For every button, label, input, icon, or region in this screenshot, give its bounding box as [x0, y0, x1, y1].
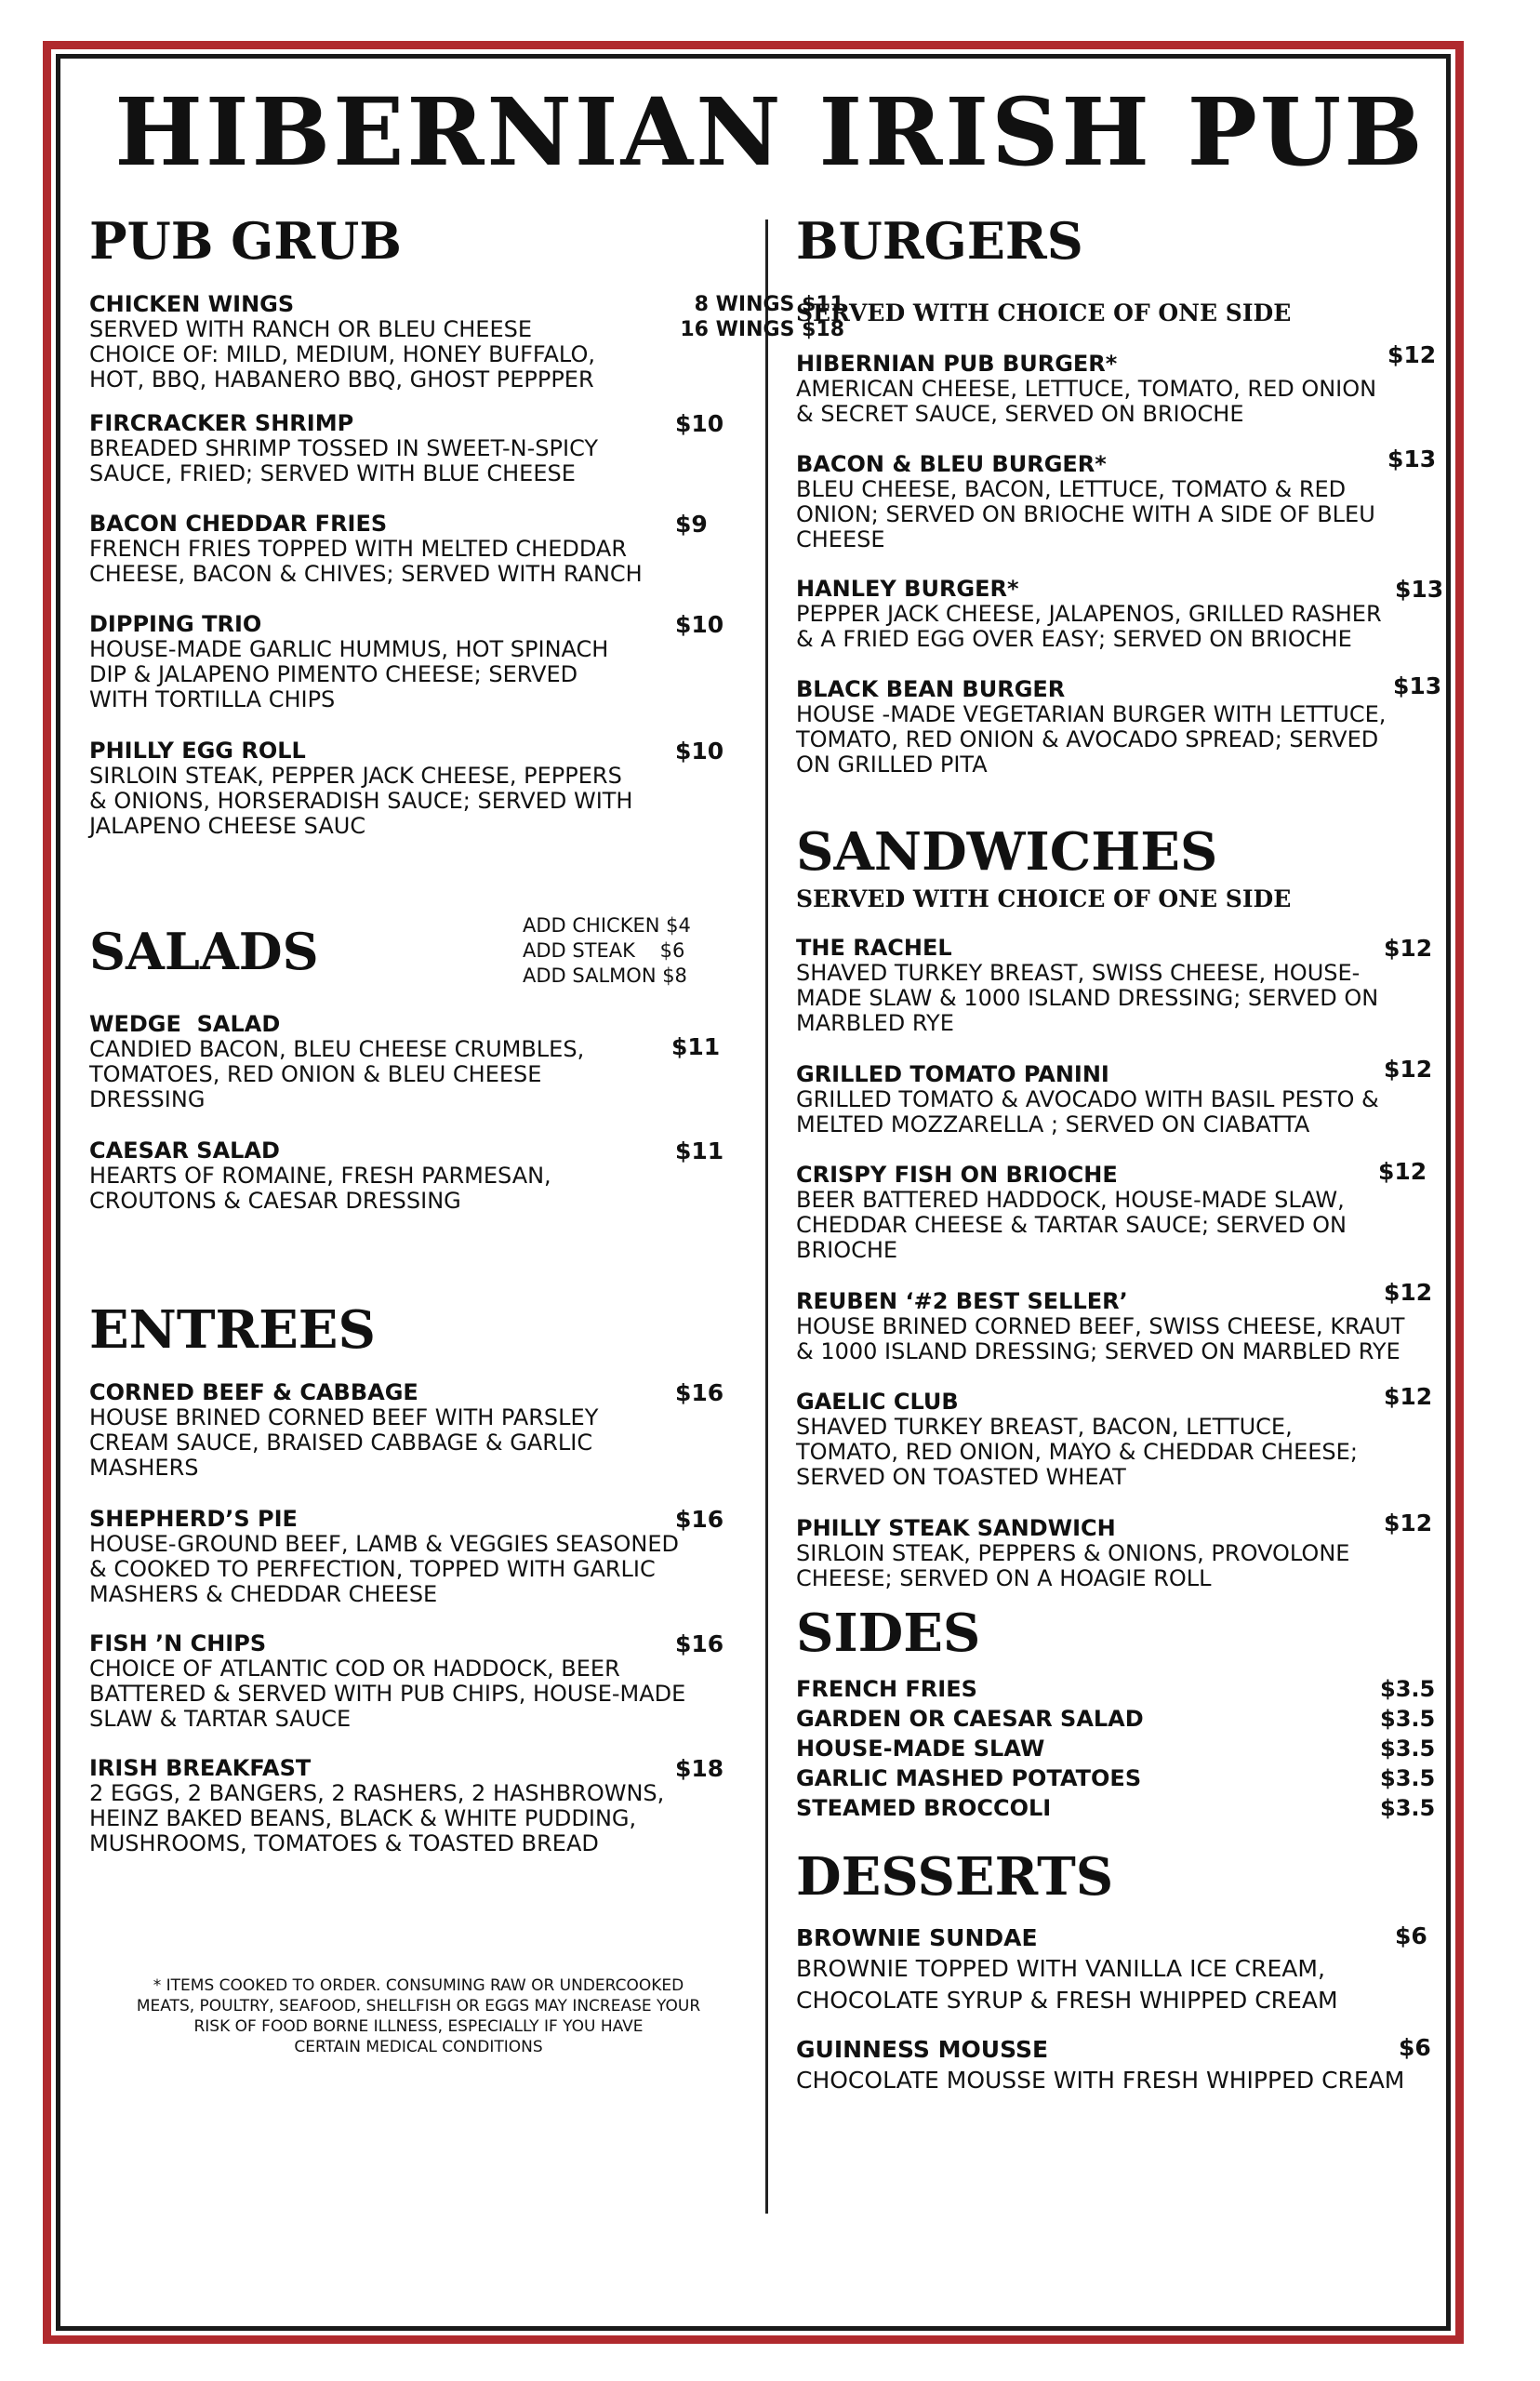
menu-item [89, 411, 750, 486]
item-name: CAESAR SALAD [89, 1137, 280, 1164]
item-desc: BLEU CHEESE, BACON, LETTUCE, TOMATO & RED ONION; SERVED ON BRIOCHE WITH A SIDE OF BLEU CHEESE [796, 476, 1375, 552]
item-name: HIBERNIAN PUB BURGER* [796, 351, 1118, 377]
item-desc: CHOICE OF ATLANTIC COD OR HADDOCK, BEER BATTERED & SERVED WITH PUB CHIPS, HOUSE-MADE SLAW & TARTAR SAUCE [89, 1656, 686, 1732]
menu-item [796, 672, 1447, 778]
item-desc: HOUSE BRINED CORNED BEEF WITH PARSLEY CREAM SAUCE, BRAISED CABBAGE & GARLIC MASHERS [89, 1404, 599, 1481]
item-name: DIPPING TRIO [89, 611, 262, 637]
menu-item [796, 1923, 1447, 2016]
item-price: $18 [675, 1755, 724, 1782]
salad-addons [523, 913, 691, 989]
side-price: $3.5 [1380, 1706, 1436, 1732]
menu-item [89, 1631, 750, 1732]
item-price: $12 [1378, 1158, 1427, 1185]
item-price: $12 [1384, 1510, 1433, 1536]
burgers-heading: BURGERS [796, 211, 1083, 271]
menu-item [796, 936, 1447, 1036]
pub-grub-heading: PUB GRUB [89, 211, 402, 271]
item-name: CHICKEN WINGS [89, 291, 295, 317]
wings-price-8: 8 WINGS $11 [694, 293, 844, 316]
item-price: $16 [675, 1506, 724, 1533]
item-price: $13 [1387, 446, 1437, 472]
side-name: FRENCH FRIES [796, 1676, 977, 1702]
item-desc: HOUSE BRINED CORNED BEEF, SWISS CHEESE, KRAUT & 1000 ISLAND DRESSING; SERVED ON MARBLED RYE [796, 1313, 1405, 1364]
menu-item [796, 446, 1447, 552]
wings-prices [368, 292, 844, 342]
item-price: $16 [675, 1379, 724, 1406]
menu-item [796, 1510, 1447, 1591]
sides-heading: SIDES [796, 1603, 981, 1664]
item-name: PHILLY STEAK SANDWICH [796, 1515, 1116, 1541]
sandwiches-heading: SANDWICHES [796, 821, 1218, 883]
item-desc: BEER BATTERED HADDOCK, HOUSE-MADE SLAW, CHEDDAR CHEESE & TARTAR SAUCE; SERVED ON BRIOCHE [796, 1187, 1347, 1263]
item-price: $11 [671, 1033, 721, 1060]
item-price: $10 [675, 410, 724, 437]
item-price: $11 [675, 1137, 724, 1164]
menu-item [796, 2035, 1447, 2096]
item-desc: HOUSE-MADE GARLIC HUMMUS, HOT SPINACH DIP & JALAPENO PIMENTO CHEESE; SERVED WITH TORTILLA CHIPS [89, 636, 609, 712]
menu-item [89, 1507, 750, 1607]
item-name: REUBEN ‘#2 BEST SELLER’ [796, 1288, 1128, 1314]
item-desc: SHAVED TURKEY BREAST, SWISS CHEESE, HOUSE- MADE SLAW & 1000 ISLAND DRESSING; SERVED ON MARBLED RYE [796, 960, 1379, 1036]
item-desc: SIRLOIN STEAK, PEPPER JACK CHEESE, PEPPERS & ONIONS, HORSERADISH SAUCE; SERVED WITH JALAPENO CHEESE SAUC [89, 763, 633, 839]
item-name: SHEPHERD’S PIE [89, 1506, 298, 1532]
side-name: HOUSE-MADE SLAW [796, 1736, 1045, 1762]
entrees-heading: ENTREES [89, 1299, 376, 1361]
item-name: BLACK BEAN BURGER [796, 676, 1066, 702]
burgers-subheading: SERVED WITH CHOICE OF ONE SIDE [796, 299, 1292, 326]
side-name: GARLIC MASHED POTATOES [796, 1765, 1142, 1791]
menu-item [89, 1138, 750, 1214]
item-price: $12 [1384, 1279, 1433, 1306]
item-desc: CHOCOLATE MOUSSE WITH FRESH WHIPPED CREAM [796, 2067, 1405, 2094]
menu-item [89, 1380, 750, 1481]
item-name: GRILLED TOMATO PANINI [796, 1061, 1109, 1087]
menu-item [89, 1012, 750, 1112]
side-item [796, 1763, 1438, 1793]
item-price: $6 [1395, 1922, 1427, 1949]
item-name: CORNED BEEF & CABBAGE [89, 1379, 418, 1405]
item-desc: AMERICAN CHEESE, LETTUCE, TOMATO, RED ONION & SECRET SAUCE, SERVED ON BRIOCHE [796, 376, 1377, 427]
menu-item [89, 512, 750, 587]
menu-item [89, 738, 750, 839]
addon-chicken: ADD CHICKEN $4 [523, 914, 691, 937]
item-price: $10 [675, 611, 724, 638]
item-name: BROWNIE SUNDAE [796, 1924, 1038, 1951]
item-name: BACON CHEDDAR FRIES [89, 511, 388, 537]
item-name: WEDGE SALAD [89, 1011, 281, 1037]
item-price: $6 [1399, 2034, 1431, 2061]
side-item [796, 1793, 1438, 1823]
item-name: FIRCRACKER SHRIMP [89, 410, 354, 436]
addon-salmon: ADD SALMON $8 [523, 964, 687, 987]
item-name: PHILLY EGG ROLL [89, 738, 306, 764]
item-price: $9 [675, 511, 708, 538]
column-divider [765, 219, 768, 2214]
menu-item [796, 577, 1447, 652]
item-desc: SIRLOIN STEAK, PEPPERS & ONIONS, PROVOLONE CHEESE; SERVED ON A HOAGIE ROLL [796, 1540, 1350, 1591]
side-price: $3.5 [1380, 1736, 1436, 1762]
side-price: $3.5 [1380, 1676, 1436, 1702]
item-desc: BREADED SHRIMP TOSSED IN SWEET-N-SPICY SAUCE, FRIED; SERVED WITH BLUE CHEESE [89, 435, 599, 486]
item-desc: HOUSE -MADE VEGETARIAN BURGER WITH LETTUCE, TOMATO, RED ONION & AVOCADO SPREAD; SERVED ON GRILLED PITA [796, 701, 1387, 778]
item-desc: BROWNIE TOPPED WITH VANILLA ICE CREAM, CHOCOLATE SYRUP & FRESH WHIPPED CREAM [796, 1955, 1338, 2014]
menu-item [796, 1158, 1447, 1263]
item-name: FISH ’N CHIPS [89, 1630, 267, 1656]
page-title: HIBERNIAN IRISH PUB [114, 77, 1426, 187]
item-price: $12 [1384, 1056, 1433, 1083]
menu-item [796, 1056, 1447, 1137]
side-price: $3.5 [1380, 1765, 1436, 1791]
menu-item [796, 1383, 1447, 1490]
item-desc: SHAVED TURKEY BREAST, BACON, LETTUCE, TOMATO, RED ONION, MAYO & CHEDDAR CHEESE; SERVED ON TOASTED WHEAT [796, 1414, 1358, 1490]
item-desc: HOUSE-GROUND BEEF, LAMB & VEGGIES SEASONED & COOKED TO PERFECTION, TOPPED WITH GARLIC MASHERS & CHEDDAR CHEESE [89, 1531, 679, 1607]
item-desc: FRENCH FRIES TOPPED WITH MELTED CHEDDAR CHEESE, BACON & CHIVES; SERVED WITH RANCH [89, 536, 643, 587]
side-name: GARDEN OR CAESAR SALAD [796, 1706, 1144, 1732]
item-name: HANLEY BURGER* [796, 576, 1019, 602]
menu-item [89, 612, 750, 712]
item-desc: CANDIED BACON, BLEU CHEESE CRUMBLES, TOMATOES, RED ONION & BLEU CHEESE DRESSING [89, 1036, 585, 1112]
item-desc: GRILLED TOMATO & AVOCADO WITH BASIL PESTO & MELTED MOZZARELLA ; SERVED ON CIABATTA [796, 1086, 1379, 1137]
item-price: $13 [1395, 576, 1444, 603]
item-name: BACON & BLEU BURGER* [796, 451, 1107, 477]
item-desc: SERVED WITH RANCH OR BLEU CHEESE CHOICE OF: MILD, MEDIUM, HONEY BUFFALO, HOT, BBQ, HABANERO BBQ, GHOST PEPPPER [89, 316, 595, 392]
sandwiches-subheading: SERVED WITH CHOICE OF ONE SIDE [796, 885, 1292, 912]
item-name: IRISH BREAKFAST [89, 1755, 312, 1781]
item-desc: 2 EGGS, 2 BANGERS, 2 RASHERS, 2 HASHBROWNS, HEINZ BAKED BEANS, BLACK & WHITE PUDDING, MUSHROOMS, TOMATOES & TOASTED BREAD [89, 1780, 665, 1856]
side-item [796, 1704, 1438, 1734]
addon-steak: ADD STEAK $6 [523, 939, 685, 962]
item-name: CRISPY FISH ON BRIOCHE [796, 1162, 1118, 1188]
wings-price-16: 16 WINGS $18 [680, 318, 844, 341]
item-price: $12 [1387, 341, 1437, 368]
item-price: $16 [675, 1630, 724, 1657]
item-price: $12 [1384, 1383, 1433, 1410]
side-item [796, 1674, 1438, 1704]
side-price: $3.5 [1380, 1795, 1436, 1821]
item-desc: HEARTS OF ROMAINE, FRESH PARMESAN, CROUTONS & CAESAR DRESSING [89, 1163, 551, 1214]
side-name: STEAMED BROCCOLI [796, 1795, 1052, 1821]
side-item [796, 1734, 1438, 1763]
item-name: GUINNESS MOUSSE [796, 2036, 1049, 2063]
menu-item [796, 341, 1447, 427]
item-price: $10 [675, 738, 724, 765]
item-name: GAELIC CLUB [796, 1389, 959, 1415]
menu-item [796, 1279, 1447, 1364]
menu-item [89, 1756, 750, 1856]
item-price: $13 [1393, 672, 1442, 699]
menu-item-chicken-wings [89, 291, 844, 392]
item-name: THE RACHEL [796, 935, 952, 961]
allergy-disclaimer: * ITEMS COOKED TO ORDER. CONSUMING RAW OR UNDERCOOKED MEATS, POULTRY, SEAFOOD, SHELLFISH OR EGGS MAY INCREASE YOUR RISK OF FOOD BORNE ILLNESS, ESPECIALLY IF YOU HAVE CERTAIN MEDICAL CONDITIONS [136, 1976, 701, 2056]
desserts-heading: DESSERTS [796, 1846, 1114, 1908]
salads-heading: SALADS [89, 922, 319, 981]
item-price: $12 [1384, 935, 1433, 962]
item-desc: PEPPER JACK CHEESE, JALAPENOS, GRILLED RASHER & A FRIED EGG OVER EASY; SERVED ON BRIOCHE [796, 601, 1382, 652]
